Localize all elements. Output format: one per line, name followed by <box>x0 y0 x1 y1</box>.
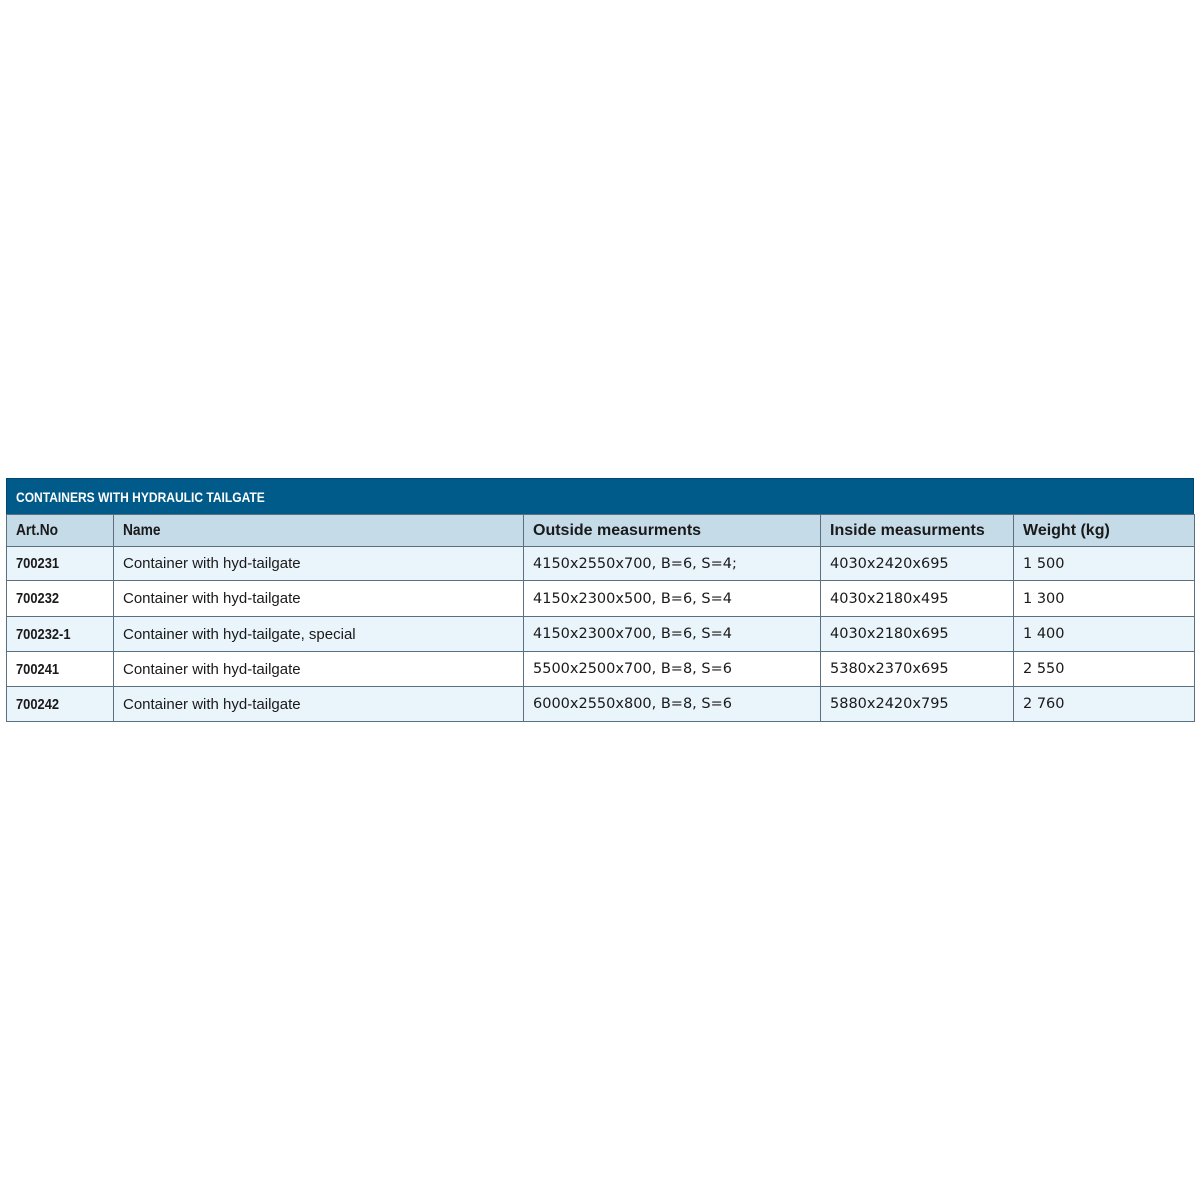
cell-inside: 5880x2420x795 <box>821 687 1014 722</box>
cell-name: Container with hyd-tailgate <box>114 652 524 687</box>
cell-outside: 4150x2300x700, B=6, S=4 <box>524 617 821 652</box>
cell-weight: 2 550 <box>1014 652 1195 687</box>
column-header-art-no: Art.No <box>7 515 114 547</box>
cell-inside: 5380x2370x695 <box>821 652 1014 687</box>
cell-art-no: 700231 <box>7 547 114 581</box>
cell-art-no: 700242 <box>7 687 114 722</box>
column-header-inside: Inside measurments <box>821 515 1014 547</box>
cell-inside: 4030x2180x695 <box>821 617 1014 652</box>
cell-outside: 4150x2300x500, B=6, S=4 <box>524 581 821 617</box>
cell-weight: 1 300 <box>1014 581 1195 617</box>
column-header-weight: Weight (kg) <box>1014 515 1195 547</box>
cell-outside: 4150x2550x700, B=6, S=4; <box>524 547 821 581</box>
cell-weight: 2 760 <box>1014 687 1195 722</box>
cell-art-no: 700232-1 <box>7 617 114 652</box>
product-table <box>6 514 1195 722</box>
table-row <box>7 547 1195 581</box>
product-table-panel <box>6 478 1194 722</box>
cell-art-no: 700241 <box>7 652 114 687</box>
cell-weight: 1 400 <box>1014 617 1195 652</box>
table-title: CONTAINERS WITH HYDRAULIC TAILGATE <box>16 488 265 505</box>
column-header-name: Name <box>114 515 524 547</box>
table-row <box>7 652 1195 687</box>
cell-weight: 1 500 <box>1014 547 1195 581</box>
cell-outside: 5500x2500x700, B=8, S=6 <box>524 652 821 687</box>
cell-name: Container with hyd-tailgate <box>114 547 524 581</box>
table-row <box>7 617 1195 652</box>
table-row <box>7 687 1195 722</box>
column-header-outside: Outside measurments <box>524 515 821 547</box>
cell-inside: 4030x2180x495 <box>821 581 1014 617</box>
table-row <box>7 581 1195 617</box>
cell-name: Container with hyd-tailgate <box>114 687 524 722</box>
table-header-row <box>7 515 1195 547</box>
cell-outside: 6000x2550x800, B=8, S=6 <box>524 687 821 722</box>
table-title-bar <box>6 478 1194 514</box>
cell-name: Container with hyd-tailgate <box>114 581 524 617</box>
cell-art-no: 700232 <box>7 581 114 617</box>
cell-name: Container with hyd-tailgate, special <box>114 617 524 652</box>
cell-inside: 4030x2420x695 <box>821 547 1014 581</box>
